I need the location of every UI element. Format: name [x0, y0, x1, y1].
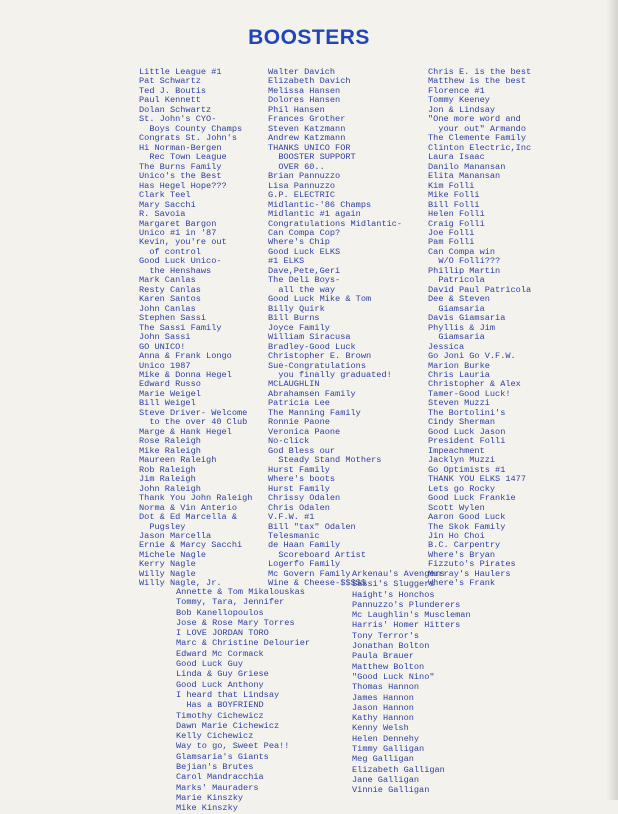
booster-entry: Joe Folli [428, 227, 475, 238]
booster-entry: Bill Burns [268, 313, 320, 324]
booster-entry: Chrissy Odalen [268, 493, 341, 504]
booster-entry: Phillip Martin [428, 265, 501, 276]
booster-entry: Anna & Frank Longo [139, 351, 232, 362]
booster-entry: Tamer-Good Luck! [428, 388, 511, 399]
booster-entry: Hurst Family [268, 483, 330, 494]
booster-entry: Maureen Raleigh [139, 455, 217, 466]
booster-entry: The Clemente Family [428, 133, 526, 144]
booster-entry: Jacklyn Muzzi [428, 455, 496, 466]
booster-entry: Where's Chip [268, 237, 330, 248]
booster-entry: Phyllis & Jim [428, 322, 496, 333]
booster-entry: Mary Sacchi [139, 199, 196, 210]
booster-entry: OVER 60.. [268, 161, 325, 172]
booster-entry: Harris' Homer Hitters [352, 620, 461, 631]
booster-entry: Mike Folli [428, 190, 480, 201]
booster-entry: Helen Folli [428, 209, 485, 220]
booster-entry: Congratulations Midlantic- [268, 218, 403, 229]
booster-entry: de Haan Family [268, 540, 341, 551]
booster-entry: Pugsley [139, 521, 186, 532]
booster-entry: Marge & Hank Hegel [139, 426, 232, 437]
booster-entry: Little League #1 [139, 67, 222, 77]
booster-entry: Dot & Ed Marcella & [139, 512, 237, 523]
booster-column-4 [176, 587, 310, 814]
booster-entry: President Folli [428, 436, 506, 447]
booster-entry: Elita Manansan [428, 171, 501, 182]
booster-entry: Congrats St. John's [139, 133, 237, 144]
booster-entry: Danilo Manansan [428, 161, 506, 172]
booster-entry: Lets go Rocky [428, 483, 496, 494]
booster-entry: THANK YOU ELKS 1477 [428, 474, 526, 485]
booster-entry: John Canlas [139, 303, 196, 314]
booster-entry: The Burns Family [139, 161, 222, 172]
booster-entry: Patricia Lee [268, 398, 330, 409]
booster-entry: Midlantic #1 again [268, 209, 361, 220]
booster-entry: Bradley-Good Luck [268, 341, 356, 352]
booster-entry: Andrew Katzmann [268, 133, 346, 144]
booster-entry: Mike Raleigh [139, 445, 201, 456]
booster-entry: Sue-Congratulations [268, 360, 366, 371]
booster-entry: Dawn Marie Cichewicz [176, 720, 280, 731]
booster-column-3 [428, 68, 531, 589]
booster-entry: Has Hegel Hope??? [139, 180, 227, 191]
booster-entry: Bill Weigel [139, 398, 196, 409]
booster-entry: Bill Folli [428, 199, 480, 210]
booster-entry: St. John's CYO- [139, 114, 217, 125]
booster-entry: William Siracusa [268, 332, 351, 343]
booster-entry: Walter Davich [268, 67, 336, 77]
booster-entry: Ronnie Paone [268, 417, 330, 428]
booster-entry: I LOVE JORDAN TORO [176, 628, 269, 639]
booster-entry: Jose & Rose Mary Torres [176, 617, 295, 628]
booster-entry: Mc Govern Family [268, 568, 351, 579]
booster-entry: R. Savoia [139, 209, 186, 220]
booster-entry: Jane Galligan [352, 774, 420, 785]
booster-entry: V.F.W. #1 [268, 512, 315, 523]
booster-entry: Lisa Pannuzzo [268, 180, 336, 191]
booster-entry: Rec Town League [139, 152, 227, 163]
booster-entry: Good Luck Anthony [176, 679, 264, 690]
booster-entry: Timmy Galligan [352, 744, 425, 755]
booster-entry: Melissa Hansen [268, 85, 341, 96]
booster-entry: Tommy Keeney [428, 95, 490, 106]
page-title: BOOSTERS [248, 26, 370, 49]
booster-entry: Dolan Schwartz [139, 104, 212, 115]
booster-entry: Bill "tax" Odalen [268, 521, 356, 532]
booster-entry: Haight's Honchos [352, 589, 435, 600]
booster-entry: Thank You John Raleigh [139, 493, 253, 504]
booster-entry: Willy Nagle [139, 568, 196, 579]
booster-entry: Christopher E. Brown [268, 351, 372, 362]
booster-entry: Vinnie Galligan [352, 785, 430, 796]
booster-entry: Matthew Bolton [352, 661, 425, 672]
booster-entry: Where's boots [268, 474, 336, 485]
booster-entry: GO UNICO! [139, 341, 186, 352]
booster-entry: Matthew is the best [428, 76, 526, 87]
booster-entry: Resty Canlas [139, 284, 201, 295]
booster-entry: Mc Laughlin's Muscleman [352, 610, 471, 621]
booster-entry: Murray's Haulers [428, 568, 511, 579]
booster-entry: Jin Ho Choi [428, 530, 485, 541]
booster-entry: Paul Kennett [139, 95, 201, 106]
booster-entry: Marc & Christine Delourier [176, 638, 311, 649]
booster-entry: Jason Marcella [139, 530, 212, 541]
booster-entry: James Hannon [352, 692, 414, 703]
booster-entry: Tommy, Tara, Jennifer [176, 597, 285, 608]
booster-entry: Pam Folli [428, 237, 475, 248]
booster-entry: Jason Hannon [352, 702, 414, 713]
booster-entry: Can Compa win [428, 246, 496, 257]
booster-entry: Jonathan Bolton [352, 641, 430, 652]
booster-entry: I heard that Lindsay [176, 689, 280, 700]
booster-entry: of control [139, 246, 201, 257]
booster-entry: Margaret Bargon [139, 218, 217, 229]
booster-entry: Where's Frank [428, 578, 496, 589]
booster-entry: Go Optimists #1 [428, 464, 506, 475]
booster-entry: Steven Katzmann [268, 123, 346, 134]
booster-entry: Pannuzzo's Plunderers [352, 599, 461, 610]
booster-entry: David Paul Patricola [428, 284, 532, 295]
booster-entry: Veronica Paone [268, 426, 341, 437]
booster-entry: Giamsaria [428, 332, 485, 343]
booster-entry: Joyce Family [268, 322, 330, 333]
booster-entry: Cindy Sherman [428, 417, 496, 428]
booster-entry: Midlantic-'86 Champs [268, 199, 372, 210]
booster-entry: Marion Burke [428, 360, 490, 371]
booster-entry: Carol Mandracchia [176, 772, 264, 783]
booster-column-1 [139, 68, 252, 589]
booster-entry: Sassi's Sluggers [352, 579, 435, 590]
booster-entry: Willy Nagle, Jr. [139, 578, 222, 589]
booster-entry: Michele Nagle [139, 549, 207, 560]
booster-entry: Elizabeth Davich [268, 76, 351, 87]
booster-entry: Mike & Donna Hegel [139, 370, 232, 380]
booster-entry: Marie Weigel [139, 388, 201, 399]
booster-entry: Rob Raleigh [139, 464, 196, 475]
booster-entry: The Manning Family [268, 407, 361, 418]
booster-entry: Kevin, you're out [139, 237, 227, 248]
booster-entry: Fizzuto's Pirates [428, 559, 516, 570]
booster-entry: Annette & Tom Mikalouskas [176, 587, 305, 597]
booster-entry: Jim Raleigh [139, 474, 196, 485]
booster-entry: Stephen Sassi [139, 313, 207, 324]
booster-entry: The Bortolini's [428, 407, 506, 418]
booster-entry: Christopher & Alex [428, 379, 521, 390]
booster-entry: Good Luck ELKS [268, 246, 341, 257]
booster-entry: Dolores Hansen [268, 95, 341, 106]
booster-entry: all the way [268, 284, 336, 295]
booster-entry: Patricola [428, 275, 485, 286]
booster-entry: Frances Grother [268, 114, 346, 125]
booster-entry: God Bless our [268, 445, 336, 456]
booster-entry: Edward Russo [139, 379, 201, 390]
booster-entry: Meg Galligan [352, 754, 414, 765]
booster-entry: Laura Isaac [428, 152, 485, 163]
booster-entry: Marie Kinszky [176, 792, 244, 803]
booster-entry: Glamsaria's Giants [176, 751, 269, 762]
booster-entry: Clinton Electric,Inc [428, 142, 532, 153]
booster-column-5 [352, 569, 471, 796]
booster-entry: Mark Canlas [139, 275, 196, 286]
booster-entry: Phil Hansen [268, 104, 325, 115]
booster-entry: B.C. Carpentry [428, 540, 501, 551]
booster-entry: Clark Teel [139, 190, 191, 201]
booster-entry: Paula Brauer [352, 651, 414, 662]
booster-entry: Kathy Hannon [352, 713, 414, 724]
booster-entry: Unico 1987 [139, 360, 191, 371]
booster-entry: Has a BOYFRIEND [176, 700, 264, 711]
booster-entry: G.P. ELECTRIC [268, 190, 336, 201]
booster-entry: Linda & Guy Griese [176, 669, 269, 680]
booster-entry: Marks' Mauraders [176, 782, 259, 793]
booster-entry: Ted J. Boutis [139, 85, 207, 96]
booster-entry: "Good Luck Nino" [352, 671, 435, 682]
booster-entry: Kim Folli [428, 180, 475, 191]
booster-entry: Timothy Cichewicz [176, 710, 264, 721]
booster-entry: Hi Norman-Bergen [139, 142, 222, 153]
booster-entry: John Sassi [139, 332, 191, 343]
booster-entry: Way to go, Sweet Pea!! [176, 741, 290, 752]
booster-entry: Brian Pannuzzo [268, 171, 341, 182]
booster-entry: Mike Kinszky [176, 803, 238, 814]
booster-entry: Wine & Cheese-$$$$$ [268, 578, 366, 589]
booster-entry: Giamsaria [428, 303, 485, 314]
booster-entry: Kenny Welsh [352, 723, 409, 734]
booster-entry: Pat Schwartz [139, 76, 201, 87]
booster-entry: BOOSTER SUPPORT [268, 152, 356, 163]
booster-entry: MCLAUGHLIN [268, 379, 320, 390]
booster-entry: Karen Santos [139, 294, 201, 305]
booster-entry: Scoreboard Artist [268, 549, 366, 560]
booster-entry: The Skok Family [428, 521, 506, 532]
booster-entry: Kerry Nagle [139, 559, 196, 570]
booster-entry: Bob Kanellopoulos [176, 607, 264, 618]
booster-entry: Abrahamsen Family [268, 388, 356, 399]
booster-entry: Go Joni Go V.F.W. [428, 351, 516, 362]
booster-entry: Unico's the Best [139, 171, 222, 182]
booster-entry: Chris Lauria [428, 370, 490, 380]
booster-entry: THANKS UNICO FOR [268, 142, 351, 153]
booster-entry: Good Luck Guy [176, 659, 244, 670]
booster-entry: Unico #1 in '87 [139, 227, 217, 238]
booster-entry: Norma & Vin Anterio [139, 502, 237, 513]
booster-entry: your out" Armando [428, 123, 526, 134]
booster-entry: Steve Driver- Welcome [139, 407, 248, 418]
booster-entry: Jessica [428, 341, 465, 352]
booster-column-2 [268, 68, 402, 589]
booster-entry: Thomas Hannon [352, 682, 420, 693]
booster-entry: Good Luck Jason [428, 426, 506, 437]
booster-entry: Chris E. is the best [428, 67, 532, 77]
booster-entry: "One more word and [428, 114, 521, 125]
booster-entry: Arkenau's Avengers [352, 569, 445, 579]
booster-entry: Boys County Champs [139, 123, 243, 134]
booster-entry: Florence #1 [428, 85, 485, 96]
booster-entry: Jon & Lindsay [428, 104, 496, 115]
booster-entry: The Deli Boys- [268, 275, 341, 286]
booster-entry: W/O Folli??? [428, 256, 501, 267]
booster-entry: Chris Odalen [268, 502, 330, 513]
booster-entry: Edward Mc Cormack [176, 648, 264, 659]
booster-entry: Helen Dennehy [352, 733, 420, 744]
booster-entry: Dee & Steven [428, 294, 490, 305]
booster-entry: Rose Raleigh [139, 436, 201, 447]
booster-entry: the Henshaws [139, 265, 212, 276]
booster-entry: to the over 40 Club [139, 417, 248, 428]
booster-entry: John Raleigh [139, 483, 201, 494]
booster-entry: #1 ELKS [268, 256, 305, 267]
booster-entry: Tony Terror's [352, 630, 420, 641]
booster-entry: Good Luck Frankie [428, 493, 516, 504]
booster-entry: Good Luck Unico- [139, 256, 222, 267]
booster-entry: you finally graduated! [268, 370, 392, 380]
booster-entry: Bejian's Brutes [176, 762, 254, 773]
booster-entry: Scott Wylen [428, 502, 485, 513]
booster-entry: Aaron Good Luck [428, 512, 506, 523]
booster-entry: Steven Muzzi [428, 398, 490, 409]
booster-entry: No-click [268, 436, 310, 447]
booster-entry: Where's Bryan [428, 549, 496, 560]
booster-entry: Good Luck Mike & Tom [268, 294, 372, 305]
booster-entry: Elizabeth Galligan [352, 764, 445, 775]
booster-entry: Can Compa Cop? [268, 227, 341, 238]
booster-entry: Davis Giamsaria [428, 313, 506, 324]
booster-entry: Telesmanic [268, 530, 320, 541]
booster-entry: Kelly Cichewicz [176, 731, 254, 742]
booster-entry: Craig Folli [428, 218, 485, 229]
booster-entry: Logerfo Family [268, 559, 341, 570]
booster-entry: Dave,Pete,Geri [268, 265, 341, 276]
booster-entry: Ernie & Marcy Sacchi [139, 540, 243, 551]
booster-entry: Steady Stand Mothers [268, 455, 382, 466]
booster-entry: Billy Quirk [268, 303, 325, 314]
booster-entry: Impeachment [428, 445, 485, 456]
booster-entry: Hurst Family [268, 464, 330, 475]
booster-entry: The Sassi Family [139, 322, 222, 333]
